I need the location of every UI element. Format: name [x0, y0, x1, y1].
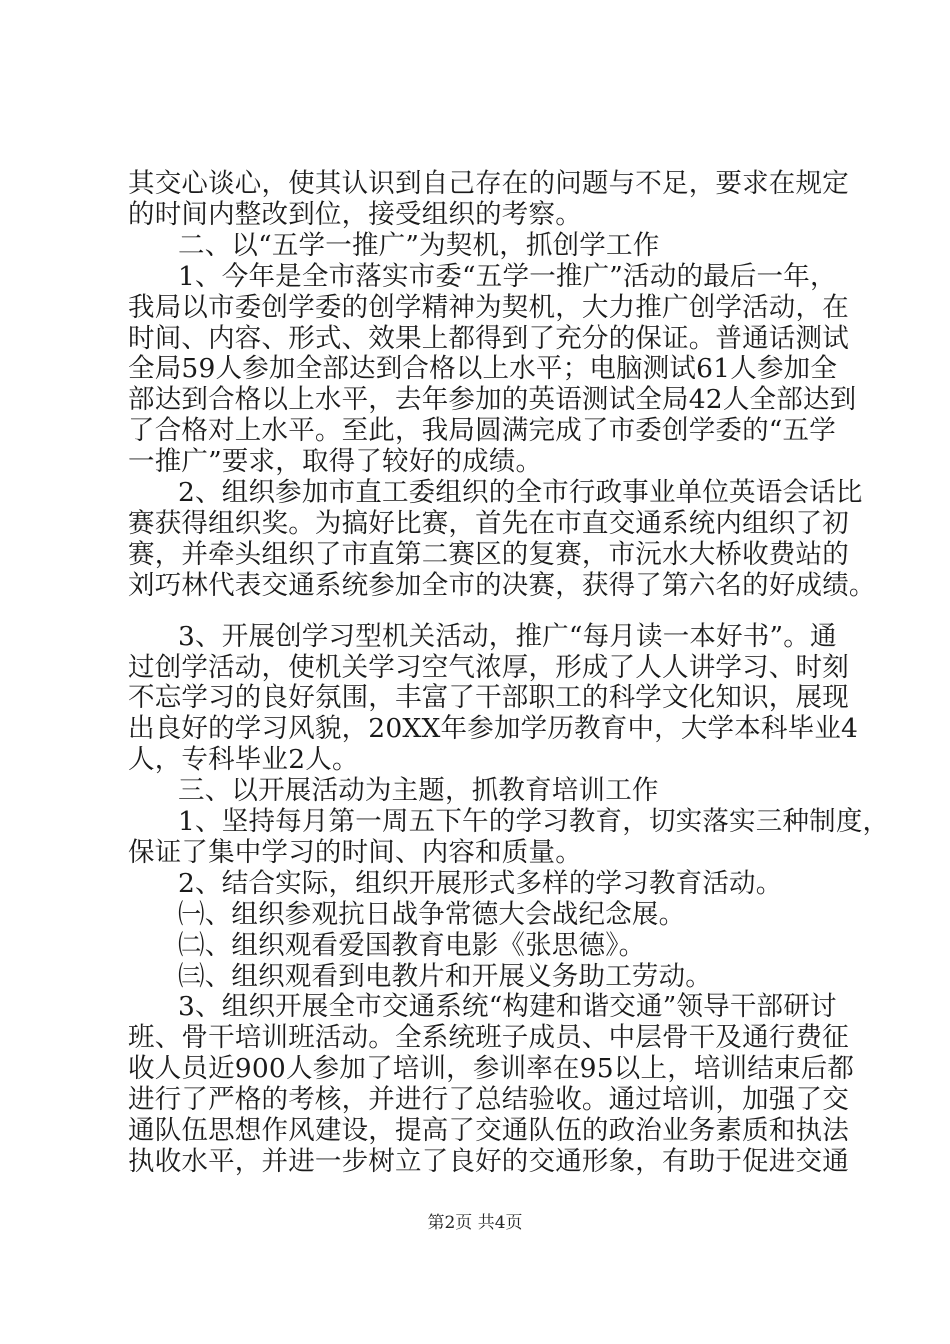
text-line: 人，专科毕业2人。 [128, 744, 359, 775]
text-line: 2、结合实际，组织开展形式多样的学习教育活动。 [178, 868, 783, 899]
text-line: 赛，并牵头组织了市直第二赛区的复赛，市沅水大桥收费站的 [128, 539, 849, 570]
text-line: 3、开展创学习型机关活动，推广“每月读一本好书”。通 [178, 621, 837, 652]
text-line: 我局以市委创学委的创学精神为契机，大力推广创学活动，在 [128, 292, 849, 323]
page-footer: 第2页 共4页 [427, 1213, 523, 1233]
text-line: 班、骨干培训班活动。全系统班子成员、中层骨干及通行费征 [128, 1022, 849, 1053]
text-line: 出良好的学习风貌，20XX年参加学历教育中，大学本科毕业4 [128, 713, 859, 744]
text-line: 执收水平，并进一步树立了良好的交通形象，有助于促进交通 [128, 1146, 849, 1177]
text-line: 了合格对上水平。至此，我局圆满完成了市委创学委的“五学 [128, 415, 836, 446]
text-line: 一推广”要求，取得了较好的成绩。 [128, 446, 543, 477]
text-line: 全局59人参加全部达到合格以上水平；电脑测试61人参加全 [128, 353, 838, 384]
text-line: 刘巧林代表交通系统参加全市的决赛，获得了第六名的好成绩。 [128, 570, 876, 601]
text-line: 1、今年是全市落实市委“五学一推广”活动的最后一年， [178, 261, 837, 292]
text-line: 3、组织开展全市交通系统“构建和谐交通”领导干部研讨 [178, 991, 837, 1022]
text-line: 2、组织参加市直工委组织的全市行政事业单位英语会话比 [178, 477, 863, 508]
text-line: 收人员近900人参加了培训，参训率在95以上，培训结束后都 [128, 1053, 855, 1084]
text-line: 1、坚持每月第一周五下午的学习教育，切实落实三种制度， [178, 806, 890, 837]
text-line: 进行了严格的考核，并进行了总结验收。通过培训，加强了交 [128, 1084, 849, 1115]
text-line: ㈠、组织参观抗日战争常德大会战纪念展。 [178, 899, 686, 930]
text-line: 的时间内整改到位，接受组织的考察。 [128, 199, 582, 230]
text-line: 不忘学习的良好氛围，丰富了干部职工的科学文化知识，展现 [128, 682, 849, 713]
text-line: ㈢、组织观看到电教片和开展义务助工劳动。 [178, 961, 712, 992]
text-line: ㈡、组织观看爱国教育电影《张思德》。 [178, 930, 646, 961]
section-heading: 二、以“五学一推广”为契机，抓创学工作 [178, 230, 660, 261]
text-line: 部达到合格以上水平，去年参加的英语测试全局42人全部达到 [128, 384, 857, 415]
section-heading: 三、以开展活动为主题，抓教育培训工作 [178, 775, 659, 806]
text-line: 时间、内容、形式、效果上都得到了充分的保证。普通话测试 [128, 323, 849, 354]
text-line: 赛获得组织奖。为搞好比赛，首先在市直交通系统内组织了初 [128, 508, 849, 539]
text-line: 其交心谈心，使其认识到自己存在的问题与不足，要求在规定 [128, 168, 849, 199]
text-line: 保证了集中学习的时间、内容和质量。 [128, 837, 582, 868]
text-line: 通队伍思想作风建设，提高了交通队伍的政治业务素质和执法 [128, 1115, 849, 1146]
text-line: 过创学活动，使机关学习空气浓厚，形成了人人讲学习、时刻 [128, 652, 849, 683]
